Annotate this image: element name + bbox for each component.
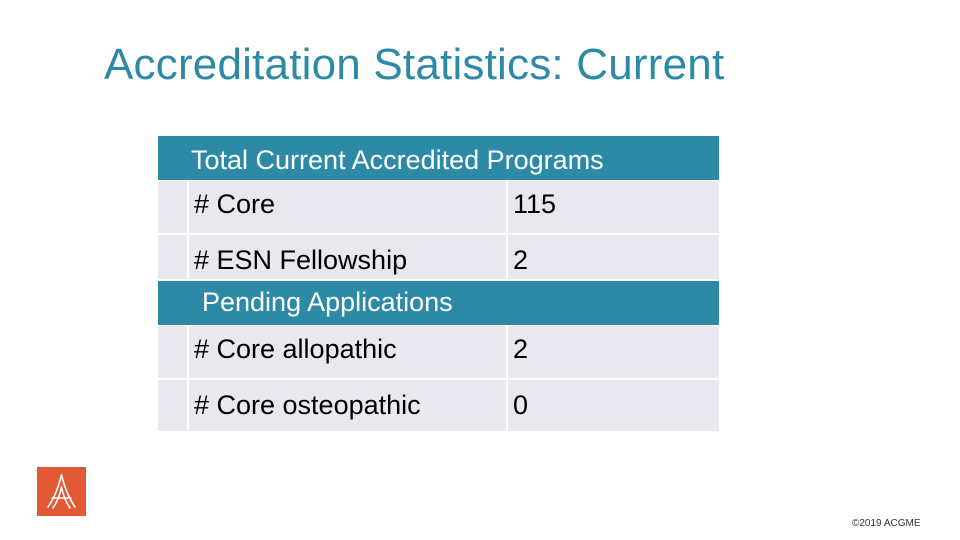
- row-value: 115: [513, 189, 557, 219]
- row-label: # Core allopathic: [194, 334, 397, 364]
- row-stub: [158, 181, 187, 233]
- row-value: 0: [513, 390, 529, 420]
- row-label: # Core osteopathic: [194, 390, 421, 420]
- section-header-pending: [158, 281, 719, 325]
- table-row-label-cell: [189, 326, 506, 378]
- copyright-notice: ©2019 ACGME: [852, 518, 921, 529]
- table-row-value-cell: [508, 380, 719, 431]
- row-value: 2: [513, 245, 529, 275]
- table-row-label-cell: [189, 181, 506, 233]
- row-label: # ESN Fellowship: [194, 245, 408, 275]
- table-row-value-cell: [508, 235, 719, 279]
- section-header-label: Total Current Accredited Programs: [191, 145, 604, 175]
- row-stub: [158, 380, 187, 431]
- acgme-logo-icon: [37, 467, 86, 516]
- section-header-label: Pending Applications: [202, 287, 453, 317]
- slide-title: Accreditation Statistics: Current: [104, 40, 725, 89]
- row-label: # Core: [194, 189, 276, 219]
- section-header-accredited: [158, 136, 719, 180]
- row-value: 2: [513, 334, 529, 364]
- row-stub: [158, 235, 187, 279]
- table-row-value-cell: [508, 181, 719, 233]
- table-row-label-cell: [189, 380, 506, 431]
- table-row-value-cell: [508, 326, 719, 378]
- table-row-label-cell: [189, 235, 506, 279]
- stats-table: [158, 136, 719, 431]
- row-stub: [158, 326, 187, 378]
